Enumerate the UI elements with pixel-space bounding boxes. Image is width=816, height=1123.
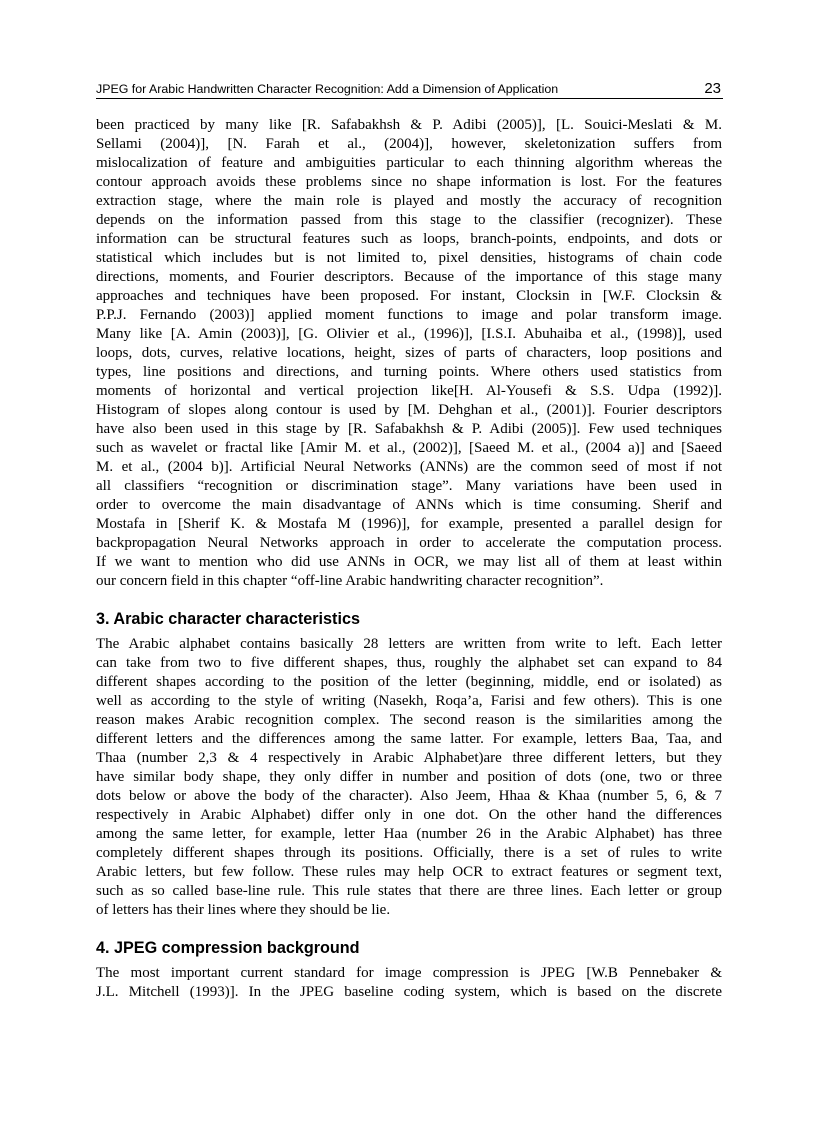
text-line: moments of horizontal and vertical projection like[H. Al-Yousefi & S.S. Udpa (1992)]. bbox=[96, 383, 722, 399]
text-line: extraction stage, where the main role is played and mostly the accuracy of recognition bbox=[96, 193, 722, 209]
section-heading-4: 4. JPEG compression background bbox=[96, 939, 360, 957]
text-line: Many like [A. Amin (2003)], [G. Olivier et al., (1996)], [I.S.I. Abuhaiba et al., (1998)], used bbox=[96, 326, 722, 342]
text-line: respectively in Arabic Alphabet) differ only in one dot. On the other hand the differences bbox=[96, 807, 722, 823]
text-line: different shapes according to the position of the letter (beginning, middle, end or isolated) as bbox=[96, 674, 722, 690]
text-line: backpropagation Neural Networks approach in order to accelerate the computation process. bbox=[96, 535, 722, 551]
text-line: different letters and the differences among the same latter. For example, letters Baa, Taa, and bbox=[96, 731, 722, 747]
text-line: all classifiers “recognition or discrimination stage”. Many variations have been used in bbox=[96, 478, 722, 494]
text-line: types, line positions and directions, and turning points. Where others used statistics from bbox=[96, 364, 722, 380]
text-line: depends on the information passed from this stage to the classifier (recognizer). These bbox=[96, 212, 722, 228]
text-line: statistical which includes but is not limited to, pixel densities, histograms of chain code bbox=[96, 250, 722, 266]
text-line: directions, moments, and Fourier descriptors. Because of the importance of this stage many bbox=[96, 269, 722, 285]
section-heading-3: 3. Arabic character characteristics bbox=[96, 610, 360, 628]
text-line: our concern field in this chapter “off-line Arabic handwriting character recognition”. bbox=[96, 573, 604, 589]
text-line: contour approach avoids these problems since no shape information is lost. For the features bbox=[96, 174, 722, 190]
text-line: can take from two to five different shapes, thus, roughly the alphabet set can expand to 84 bbox=[96, 655, 722, 671]
running-title: JPEG for Arabic Handwritten Character Recognition: Add a Dimension of Application bbox=[96, 82, 559, 96]
paragraph-intro bbox=[96, 116, 722, 591]
text-line: well as according to the style of writing (Nasekh, Roqa’a, Farisi and few others). This is one bbox=[96, 693, 722, 709]
paragraph-section-4 bbox=[96, 964, 722, 1002]
text-line: have also been used in this stage by [R. Safabakhsh & P. Adibi (2005)]. Few used techniques bbox=[96, 421, 722, 437]
text-line: of letters has their lines where they should be lie. bbox=[96, 902, 391, 918]
text-line: such as so called base-line rule. This rule states that there are three lines. Each letter or group bbox=[96, 883, 722, 899]
text-line: Thaa (number 2,3 & 4 respectively in Arabic Alphabet)are three different letters, but they bbox=[96, 750, 722, 766]
text-line: M. et al., (2004 b)]. Artificial Neural Networks (ANNs) are the common seed of most if not bbox=[96, 459, 722, 475]
text-line: J.L. Mitchell (1993)]. In the JPEG baseline coding system, which is based on the discrete bbox=[96, 984, 722, 1000]
text-line: Arabic letters, but few follow. These rules may help OCR to extract features or segment text, bbox=[96, 864, 722, 880]
page-number: 23 bbox=[704, 80, 721, 97]
text-line: information can be structural features such as loops, branch-points, endpoints, and dots or bbox=[96, 231, 722, 247]
text-line: completely different shapes through its positions. Officially, there is a set of rules to write bbox=[96, 845, 722, 861]
text-line: Mostafa in [Sherif K. & Mostafa M (1996)], for example, presented a parallel design for bbox=[96, 516, 722, 532]
text-line: such as wavelet or fractal like [Amir M. et al., (2002)], [Saeed M. et al., (2004 a)] and [Saeed bbox=[96, 440, 722, 456]
text-line: If we want to mention who did use ANNs in OCR, we may list all of them at least within bbox=[96, 554, 722, 570]
text-line: The most important current standard for image compression is JPEG [W.B Pennebaker & bbox=[96, 965, 722, 981]
page-body bbox=[96, 116, 722, 1002]
text-line: mislocalization of feature and ambiguities particular to each thinning algorithm whereas the bbox=[96, 155, 722, 171]
text-line: The Arabic alphabet contains basically 28 letters are written from write to left. Each letter bbox=[96, 636, 722, 652]
text-line: among the same letter, for example, letter Haa (number 26 in the Arabic Alphabet) has three bbox=[96, 826, 722, 842]
text-line: dots below or above the body of the character). Also Jeem, Hhaa & Khaa (number 5, 6, & 7 bbox=[96, 788, 722, 804]
text-line: P.P.J. Fernando (2003)] applied moment functions to image and polar transform image. bbox=[96, 307, 722, 323]
paragraph-section-3 bbox=[96, 635, 722, 920]
text-line: approaches and techniques have been proposed. For instant, Clocksin in [W.F. Clocksin & bbox=[96, 288, 722, 304]
text-line: loops, dots, curves, relative locations, height, sizes of parts of characters, loop positions and bbox=[96, 345, 722, 361]
text-line: order to overcome the main disadvantage of ANNs which is time consuming. Sherif and bbox=[96, 497, 722, 513]
text-line: Sellami (2004)], [N. Farah et al., (2004)], however, skeletonization suffers from bbox=[96, 136, 722, 152]
text-line: reason makes Arabic recognition complex. The second reason is the similarities among the bbox=[96, 712, 722, 728]
text-line: been practiced by many like [R. Safabakhsh & P. Adibi (2005)], [L. Souici-Meslati & M. bbox=[96, 117, 722, 133]
running-header bbox=[96, 80, 723, 99]
text-line: Histogram of slopes along contour is used by [M. Dehghan et al., (2001)]. Fourier descriptors bbox=[96, 402, 722, 418]
text-line: have similar body shape, they only differ in number and position of dots (one, two or three bbox=[96, 769, 722, 785]
